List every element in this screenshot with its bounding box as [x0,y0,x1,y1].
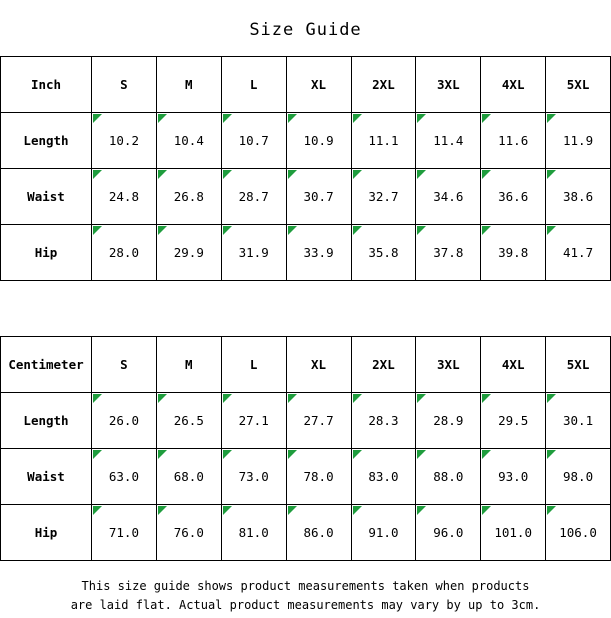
cell-value: 71.0 [92,505,157,561]
cell-value: 38.6 [546,169,611,225]
cell-value: 31.9 [221,225,286,281]
cell-value: 86.0 [286,505,351,561]
table-row [1,225,611,281]
column-header: XL [286,337,351,393]
footer-note [0,561,611,615]
page-title: Size Guide [249,20,362,40]
cell-value: 26.0 [92,393,157,449]
cell-value: 28.9 [416,393,481,449]
size-table-inch [0,56,611,281]
cell-value: 28.0 [92,225,157,281]
cell-value: 10.9 [286,113,351,169]
row-label: Hip [1,225,92,281]
unit-label-centimeter: Centimeter [1,337,92,393]
cell-value: 78.0 [286,449,351,505]
column-header: S [92,337,157,393]
cell-value: 28.7 [221,169,286,225]
row-label: Length [1,393,92,449]
column-header: L [221,337,286,393]
cell-value: 35.8 [351,225,416,281]
cell-value: 11.1 [351,113,416,169]
table-row [1,449,611,505]
cell-value: 96.0 [416,505,481,561]
table-row [1,113,611,169]
cell-value: 93.0 [481,449,546,505]
column-header: 3XL [416,337,481,393]
cell-value: 41.7 [546,225,611,281]
cell-value: 39.8 [481,225,546,281]
cell-value: 73.0 [221,449,286,505]
cell-value: 63.0 [92,449,157,505]
table-row [1,393,611,449]
cell-value: 34.6 [416,169,481,225]
unit-label-inch: Inch [1,57,92,113]
footer-line-1: This size guide shows product measurements taken when products [81,579,530,593]
cell-value: 24.8 [92,169,157,225]
cell-value: 32.7 [351,169,416,225]
cell-value: 11.9 [546,113,611,169]
column-header: L [221,57,286,113]
row-label: Waist [1,169,92,225]
cell-value: 10.7 [221,113,286,169]
cell-value: 36.6 [481,169,546,225]
row-label: Length [1,113,92,169]
cell-value: 83.0 [351,449,416,505]
cell-value: 10.2 [92,113,157,169]
table-row [1,505,611,561]
cell-value: 76.0 [156,505,221,561]
column-header: 2XL [351,57,416,113]
column-header: S [92,57,157,113]
cell-value: 27.7 [286,393,351,449]
column-header: 4XL [481,337,546,393]
size-table-centimeter [0,336,611,561]
cell-value: 26.8 [156,169,221,225]
cell-value: 37.8 [416,225,481,281]
cell-value: 30.7 [286,169,351,225]
cell-value: 106.0 [546,505,611,561]
cell-value: 10.4 [156,113,221,169]
cell-value: 68.0 [156,449,221,505]
row-label: Hip [1,505,92,561]
cell-value: 81.0 [221,505,286,561]
cell-value: 88.0 [416,449,481,505]
cell-value: 11.4 [416,113,481,169]
cell-value: 29.9 [156,225,221,281]
column-header: 5XL [546,337,611,393]
table-spacer [0,281,611,336]
cell-value: 29.5 [481,393,546,449]
column-header: 3XL [416,57,481,113]
cell-value: 33.9 [286,225,351,281]
table-header-row [1,57,611,113]
column-header: XL [286,57,351,113]
cell-value: 28.3 [351,393,416,449]
table-row [1,169,611,225]
cell-value: 30.1 [546,393,611,449]
column-header: M [156,337,221,393]
cell-value: 98.0 [546,449,611,505]
column-header: M [156,57,221,113]
table-header-row [1,337,611,393]
column-header: 2XL [351,337,416,393]
row-label: Waist [1,449,92,505]
column-header: 4XL [481,57,546,113]
cell-value: 27.1 [221,393,286,449]
cell-value: 101.0 [481,505,546,561]
cell-value: 26.5 [156,393,221,449]
column-header: 5XL [546,57,611,113]
cell-value: 11.6 [481,113,546,169]
footer-line-2: are laid flat. Actual product measurements may vary by up to 3cm. [70,598,541,612]
cell-value: 91.0 [351,505,416,561]
